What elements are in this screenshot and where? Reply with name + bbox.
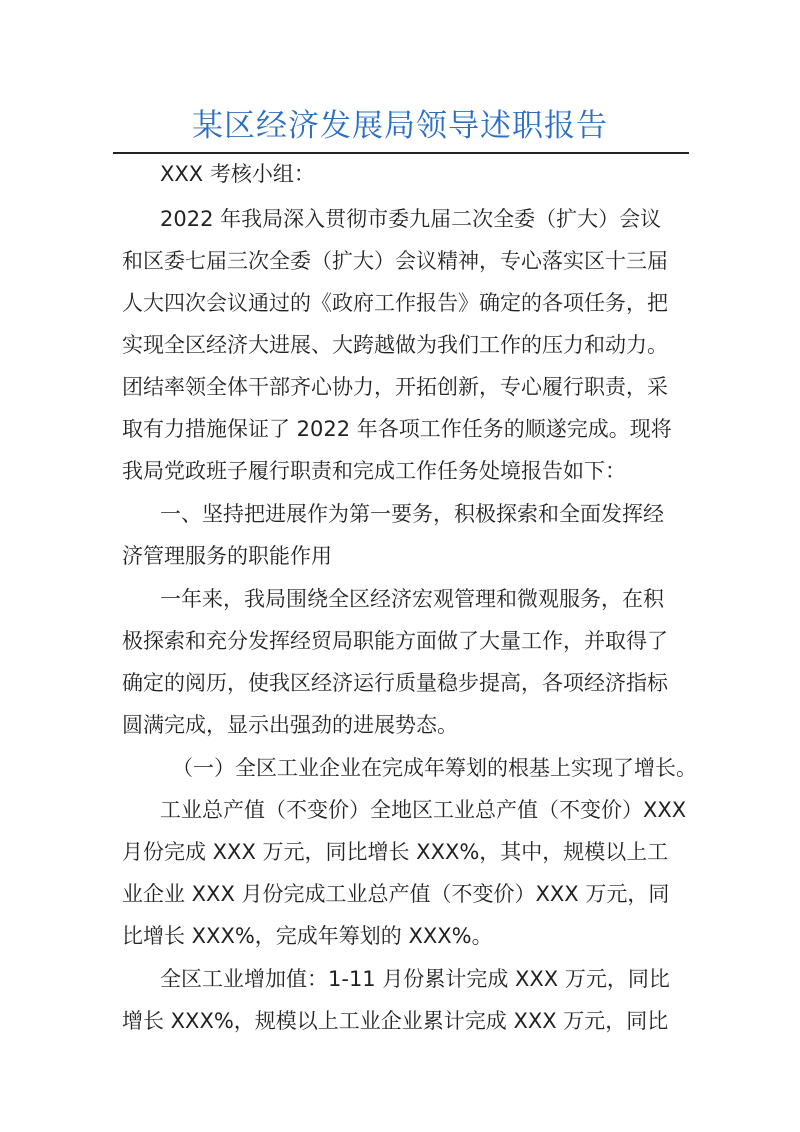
subsection-heading: （一）全区工业企业在完成年筹划的根基上实现了增长。 xyxy=(172,756,697,780)
intro-line: 2022 年我局深入贯彻市委九届二次全委（扩大）会议 xyxy=(160,207,662,231)
section-body-line: 一年来，我局围绕全区经济宏观管理和微观服务，在积 xyxy=(160,587,664,611)
intro-line: 我局党政班子履行职责和完成工作任务处境报告如下： xyxy=(122,459,626,483)
section-body-line: 圆满完成，显示出强劲的进展势态。 xyxy=(122,713,458,737)
document-title: 某区经济发展局领导述职报告 xyxy=(192,108,608,144)
section-body-line: 极探索和充分发挥经贸局职能方面做了大量工作，并取得了 xyxy=(122,629,668,653)
section-body-line: 确定的阅历，使我区经济运行质量稳步提高，各项经济指标 xyxy=(122,671,668,695)
intro-line: 取有力措施保证了 2022 年各项工作任务的顺遂完成。现将 xyxy=(122,417,672,441)
output-value-line: 比增长 XXX%，完成年筹划的 XXX%。 xyxy=(122,924,493,948)
output-value-line: 工业总产值（不变价）全地区工业总产值（不变价）XXX xyxy=(160,798,687,822)
section-heading-line: 一、坚持把进展作为第一要务，积极探索和全面发挥经 xyxy=(160,502,664,526)
intro-line: 人大四次会议通过的《政府工作报告》确定的各项任务，把 xyxy=(122,291,668,315)
added-value-line: 全区工业增加值：1-11 月份累计完成 XXX 万元，同比 xyxy=(160,967,670,991)
salutation: XXX 考核小组： xyxy=(160,162,315,186)
added-value-line: 增长 XXX%，规模以上工业企业累计完成 XXX 万元，同比 xyxy=(122,1009,669,1033)
title-divider xyxy=(113,152,689,154)
intro-line: 团结率领全体干部齐心协力，开拓创新，专心履行职责，采 xyxy=(122,375,668,399)
intro-line: 和区委七届三次全委（扩大）会议精神，专心落实区十三届 xyxy=(122,249,668,273)
output-value-line: 月份完成 XXX 万元，同比增长 XXX%，其中，规模以上工 xyxy=(122,840,669,864)
output-value-line: 业企业 XXX 月份完成工业总产值（不变价）XXX 万元，同 xyxy=(122,882,670,906)
intro-line: 实现全区经济大进展、大跨越做为我们工作的压力和动力。 xyxy=(122,333,668,357)
section-heading-line: 济管理服务的职能作用 xyxy=(122,544,332,568)
